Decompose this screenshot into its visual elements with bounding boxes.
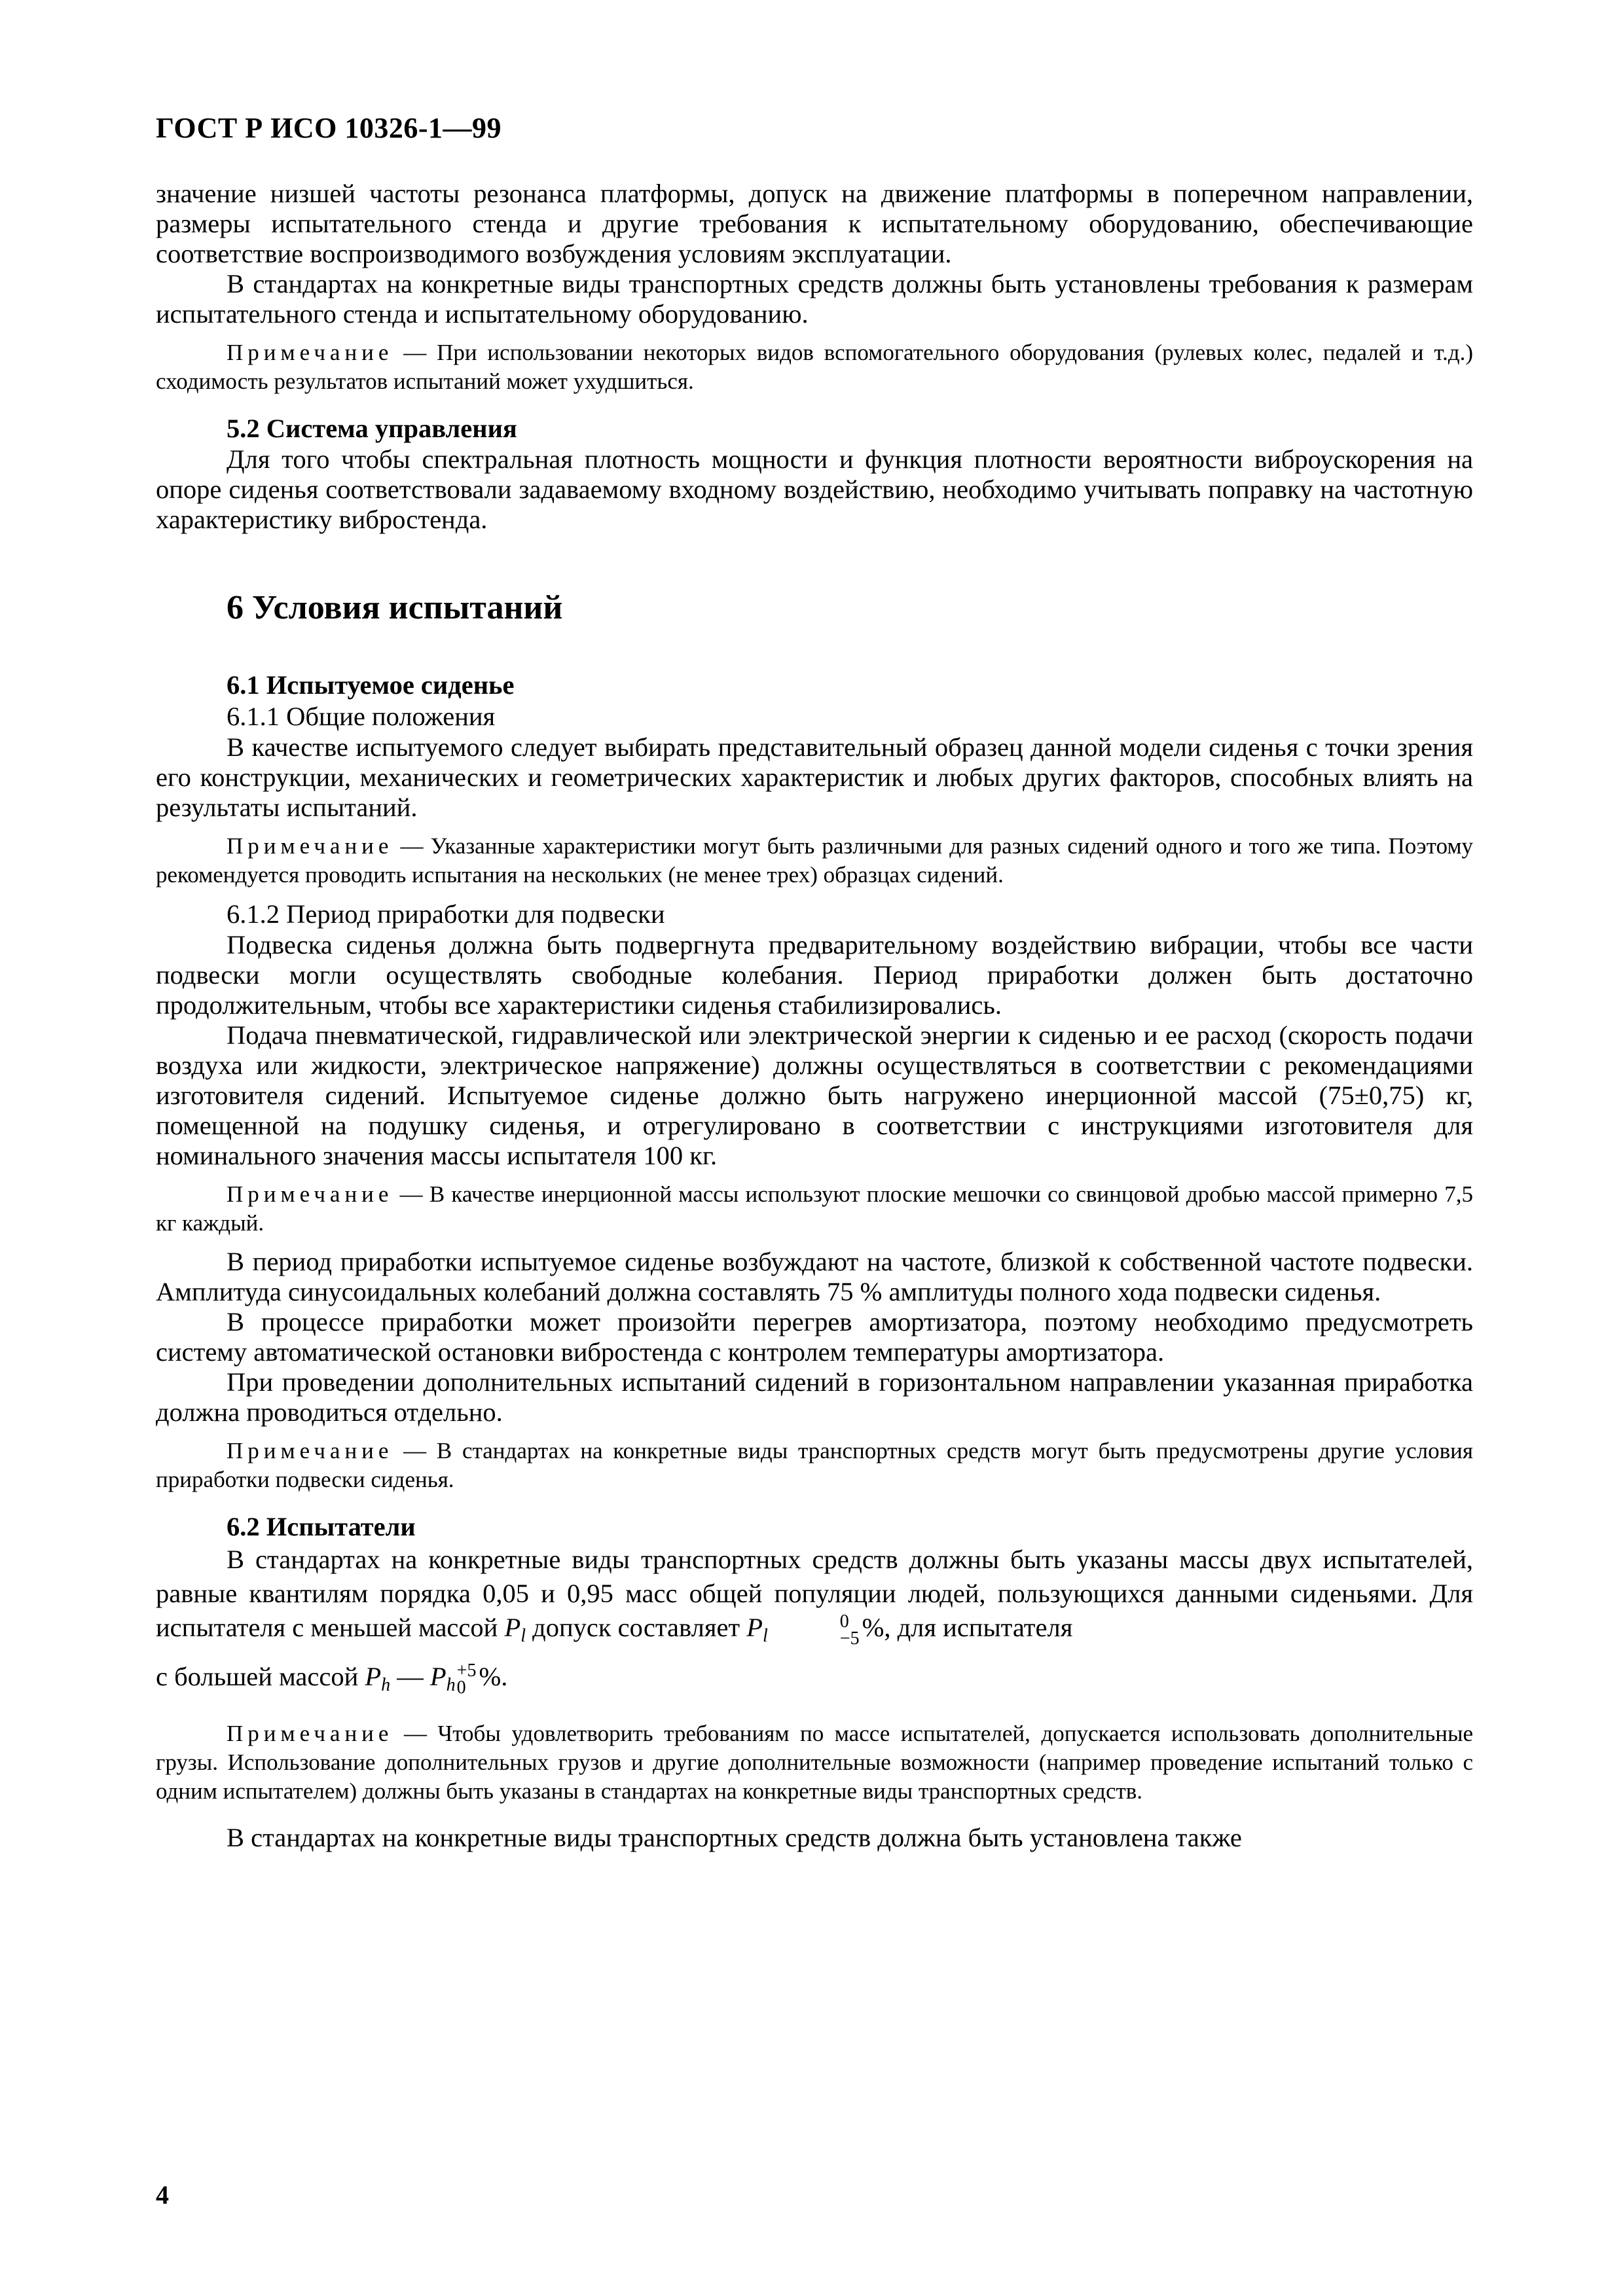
symbol-pl: Pl — [504, 1613, 526, 1646]
formula-line: с большей массой Ph — Ph +5 0 %. — [156, 1660, 508, 1698]
note-text: — При использовании некоторых видов вспомогательного оборудования (рулевых колес, педалей и т.д.) сходимость результатов испытаний может ухудшиться. — [156, 340, 1473, 394]
paragraph: значение низшей частоты резонанса платформы, допуск на движение платформы в поперечном направлении, размеры испытательного стенда и другие требования к испытательному оборудованию, обеспечивающие соответствие воспроизводимого возбуждения условиям эксплуатации. — [156, 179, 1473, 268]
note — [156, 1719, 1473, 1806]
note — [156, 1437, 1473, 1494]
section-heading-5-2: 5.2 Система управления — [227, 414, 517, 443]
note-label: Примечание — [227, 340, 393, 365]
paragraph: Для того чтобы спектральная плотность мощности и функция плотности вероятности виброускорения на опоре сиденья соответствовали задаваемому входному воздействию, необходимо учитывать поправку на частотную характеристику вибростенда. — [156, 444, 1473, 534]
section-heading-6-2: 6.2 Испытатели — [227, 1512, 416, 1541]
tolerance-pl: Pl 0 −5 — [746, 1611, 860, 1649]
section-heading-6: 6 Условия испытаний — [227, 589, 563, 626]
paragraph: Подача пневматической, гидравлической или электрической энергии к сиденью и ее расход (скорость подачи воздуха или жидкости, электрическое напряжение) должны осуществляться в соответствии с рекомендациями изготовителя сидений. Испытуемое сиденье должно быть нагружено инерционной массой (75±0,75) кг, помещенной на подушку сиденья, и отрегулировано в соответствии с инструкциями изготовителя для номинального значения массы испытателя 100 кг. — [156, 1020, 1473, 1170]
note-text: — Указанные характеристики могут быть различными для разных сидений одного и того же типа. Поэтому рекомендуется проводить испытания на нескольких (не менее трех) образцах сидений. — [156, 833, 1473, 888]
paragraph: В качестве испытуемого следует выбирать представительный образец данной модели сиденья с точки зрения его конструкции, механических и геометрических характеристик и любых других факторов, способных влиять на результаты испытаний. — [156, 732, 1473, 822]
tolerance-ph: Ph +5 0 — [429, 1660, 477, 1698]
section-heading-6-1-1: 6.1.1 Общие положения — [227, 702, 496, 731]
symbol-ph: Ph — [365, 1662, 391, 1695]
note-label: Примечание — [227, 1438, 393, 1463]
paragraph: В стандартах на конкретные виды транспортных средств должны быть установлены требования к размерам испытательного стенда и испытательному оборудованию. — [156, 269, 1473, 329]
paragraph: Подвеска сиденья должна быть подвергнута предварительному воздействию вибрации, чтобы все части подвески могли осуществлять свободные колебания. Период приработки должен быть достаточно продолжительным, чтобы все характеристики сиденья стабилизировались. — [156, 930, 1473, 1020]
note-label: Примечание — [227, 1721, 393, 1746]
section-heading-6-1: 6.1 Испытуемое сиденье — [227, 670, 515, 700]
document-page — [156, 111, 1473, 1853]
note — [156, 1180, 1473, 1238]
formula-text: В стандартах на конкретные виды транспортных средств должны быть указаны массы двух испытателей, равные квантилям порядка 0,05 и 0,95 масс общей популяции людей, пользующихся данными сиденьями. Для испытателя с меньшей массой — [156, 1545, 1473, 1642]
paragraph: В процессе приработки может произойти перегрев амортизатора, поэтому необходимо предусмотреть систему автоматической остановки вибростенда с контролем температуры амортизатора. — [156, 1307, 1473, 1367]
note-text: — Чтобы удовлетворить требованиям по массе испытателей, допускается использовать дополнительные грузы. Использование дополнительных грузов и другие дополнительные возможности (например проведение испытаний только с одним испытателем) должны быть указаны в стандартах на конкретные виды транспортных средств. — [156, 1721, 1473, 1804]
paragraph-with-formula — [156, 1543, 1473, 1653]
paragraph: При проведении дополнительных испытаний сидений в горизонтальном направлении указанная приработка должна проводиться отдельно. — [156, 1367, 1473, 1427]
page-number: 4 — [156, 2180, 169, 2210]
formula-text: %, для испытателя — [862, 1613, 1073, 1642]
formula-text: допуск составляет — [532, 1613, 740, 1642]
document-header: ГОСТ Р ИСО 10326-1—99 — [156, 112, 502, 144]
note-label: Примечание — [227, 833, 393, 859]
note — [156, 338, 1473, 396]
paragraph: В стандартах на конкретные виды транспортных средств должна быть установлена также — [227, 1823, 1242, 1852]
note-label: Примечание — [227, 1181, 393, 1207]
formula-text: с большей массой — [156, 1662, 359, 1691]
note — [156, 832, 1473, 889]
paragraph: В период приработки испытуемое сиденье возбуждают на частоте, близкой к собственной частоте подвески. Амплитуда синусоидальных колебаний должна составлять 75 % амплитуды полного хода подвески сиденья. — [156, 1247, 1473, 1306]
note-text: — В качестве инерционной массы используют плоские мешочки со свинцовой дробью массой примерно 7,5 кг каждый. — [156, 1181, 1473, 1236]
note-text: — В стандартах на конкретные виды транспортных средств могут быть предусмотрены другие условия приработки подвески сиденья. — [156, 1438, 1473, 1492]
section-heading-6-1-2: 6.1.2 Период приработки для подвески — [227, 899, 665, 929]
